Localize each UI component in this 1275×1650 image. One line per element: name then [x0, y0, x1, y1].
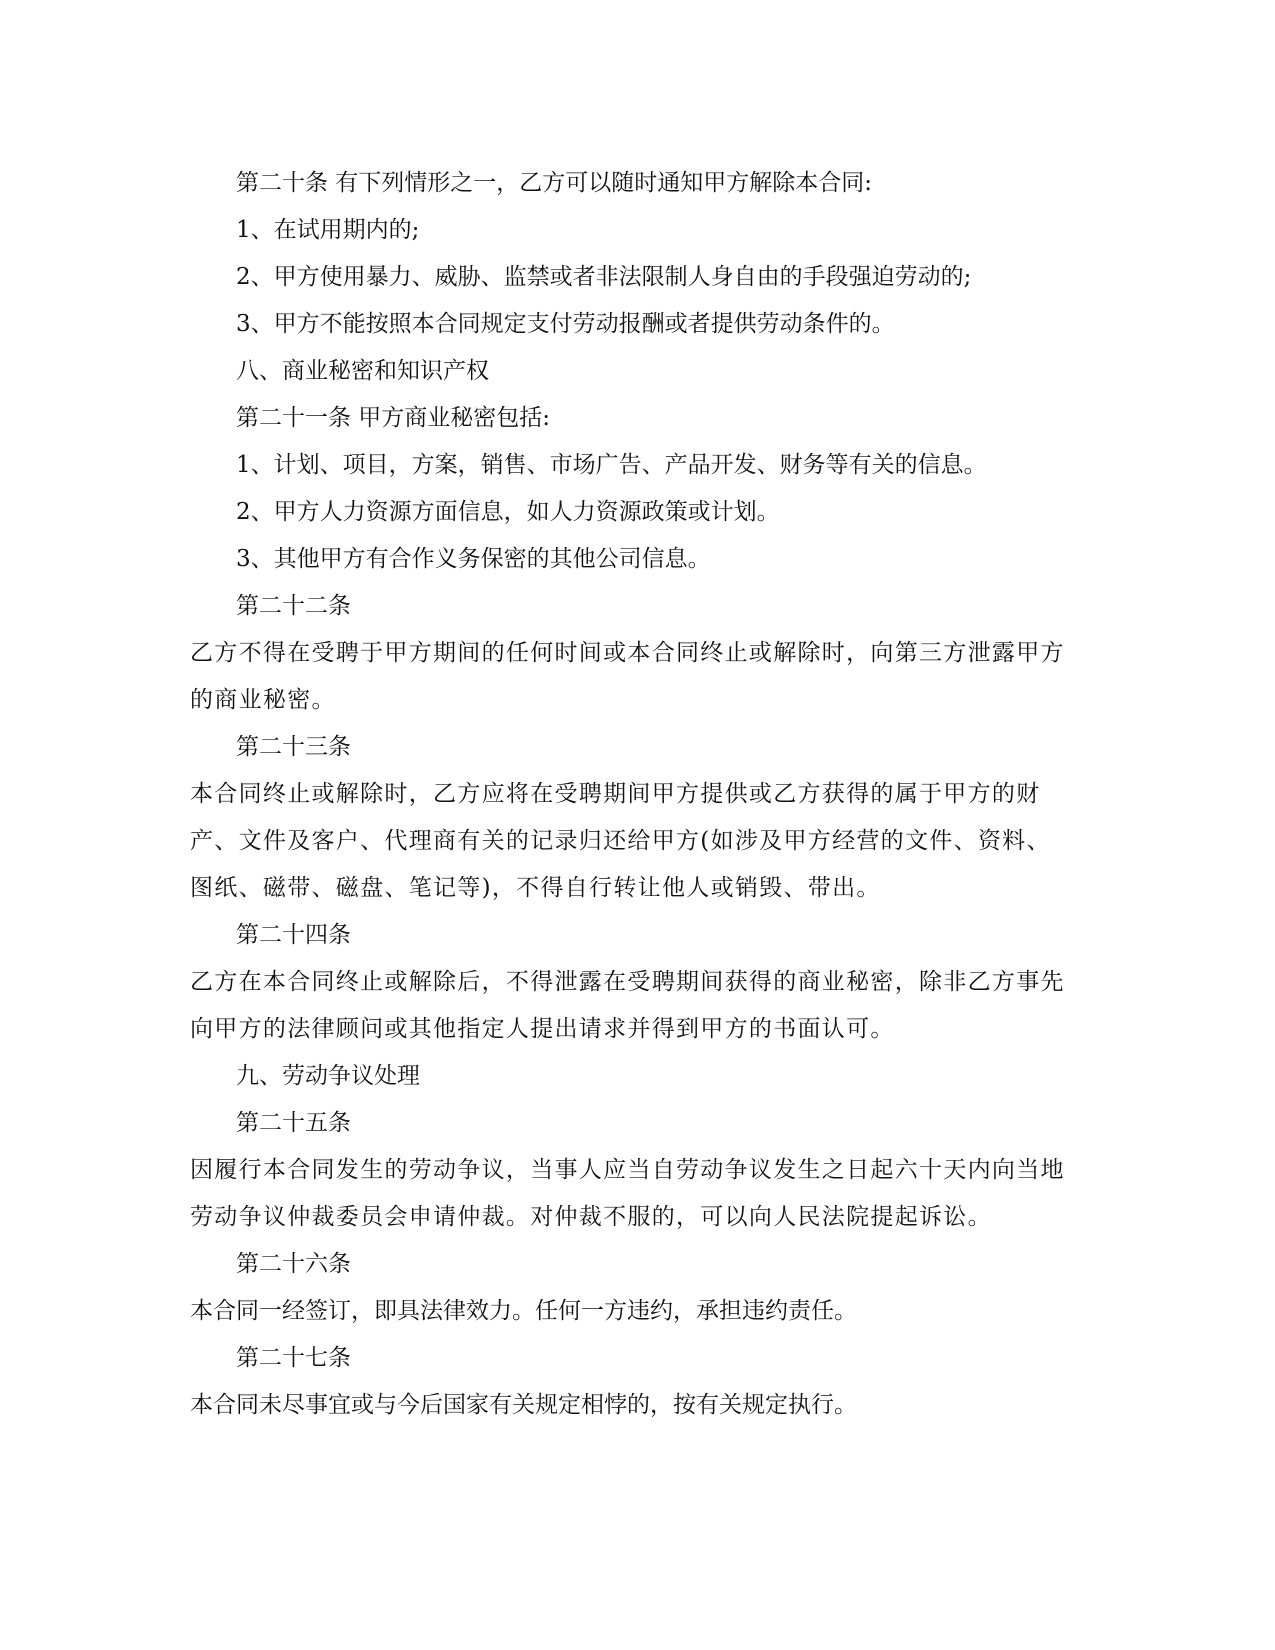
article-20-item-1: 1、在试用期内的; — [236, 217, 420, 243]
article-27-body: 本合同未尽事宜或与今后国家有关规定相悖的，按有关规定执行。 — [190, 1392, 857, 1418]
section-8-heading: 八、商业秘密和知识产权 — [236, 358, 489, 384]
article-23-body: 本合同终止或解除时，乙方应将在受聘期间甲方提供或乙方获得的属于甲方的财产、文件及客户、代理商有关的记录归还给甲方(如涉及甲方经营的文件、资料、图纸、磁带、磁盘、笔记等)，不得自行转让他人或销毁、带出。 — [190, 781, 1051, 901]
article-20-heading: 第二十条 有下列情形之一，乙方可以随时通知甲方解除本合同: — [236, 170, 873, 196]
article-25-body: 因履行本合同发生的劳动争议，当事人应当自劳动争议发生之日起六十天内向当地劳动争议仲裁委员会申请仲裁。对仲裁不服的，可以向人民法院提起诉讼。 — [190, 1157, 1065, 1230]
article-22-body: 乙方不得在受聘于甲方期间的任何时间或本合同终止或解除时，向第三方泄露甲方的商业秘密。 — [190, 640, 1065, 713]
article-21-item-2: 2、甲方人力资源方面信息，如人力资源政策或计划。 — [236, 499, 780, 525]
article-21-heading: 第二十一条 甲方商业秘密包括: — [236, 405, 551, 431]
article-26-heading: 第二十六条 — [236, 1251, 351, 1277]
section-9-heading: 九、劳动争议处理 — [236, 1063, 420, 1089]
article-24-heading: 第二十四条 — [236, 922, 351, 948]
article-20-item-2: 2、甲方使用暴力、威胁、监禁或者非法限制人身自由的手段强迫劳动的; — [236, 264, 972, 290]
article-21-item-3: 3、其他甲方有合作义务保密的其他公司信息。 — [236, 546, 711, 572]
article-21-item-1: 1、计划、项目，方案，销售、市场广告、产品开发、财务等有关的信息。 — [236, 452, 987, 478]
article-23-heading: 第二十三条 — [236, 734, 351, 760]
article-22-heading: 第二十二条 — [236, 593, 351, 619]
article-27-heading: 第二十七条 — [236, 1345, 351, 1371]
article-24-body: 乙方在本合同终止或解除后，不得泄露在受聘期间获得的商业秘密，除非乙方事先向甲方的法律顾问或其他指定人提出请求并得到甲方的书面认可。 — [190, 969, 1065, 1042]
article-25-heading: 第二十五条 — [236, 1110, 351, 1136]
article-26-body: 本合同一经签订，即具法律效力。任何一方违约，承担违约责任。 — [190, 1298, 857, 1324]
article-20-item-3: 3、甲方不能按照本合同规定支付劳动报酬或者提供劳动条件的。 — [236, 311, 895, 337]
document-body — [190, 160, 1070, 1429]
